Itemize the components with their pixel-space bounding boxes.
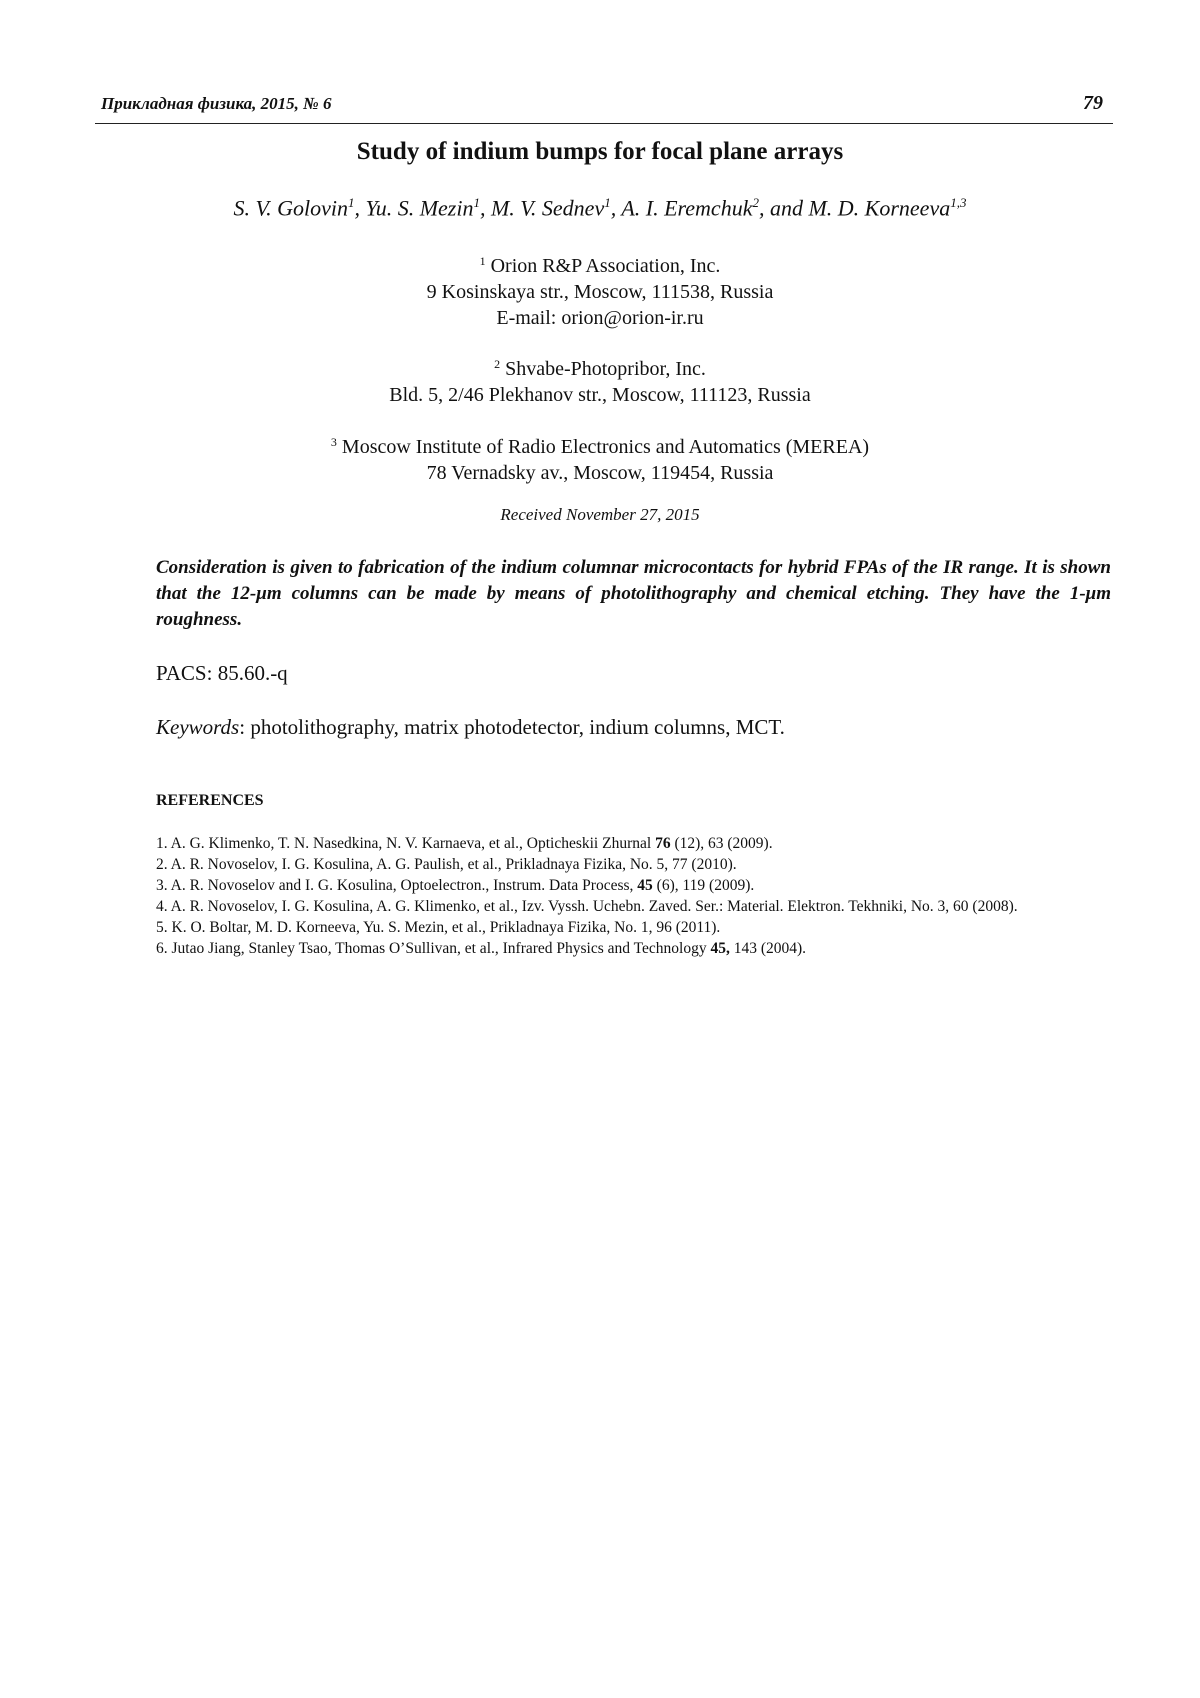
affiliation-address: Bld. 5, 2/46 Plekhanov str., Moscow, 111123, Russia [389, 384, 811, 406]
author-affiliation-mark: 1 [348, 195, 355, 210]
references-list [156, 833, 1111, 959]
affiliation-name: $^3$ Moscow Institute of Radio Electronics and Automatics (MEREA) [330, 435, 870, 458]
abstract: Consideration is given to fabrication of the indium columnar microcontacts for hybrid FPAs of the IR range. It is shown that the 12-μm columns can be made by means of photolithography and chemical etching. They have the 1-μm roughness. [156, 557, 1111, 630]
affiliation-name: $^2$ Shvabe-Photopribor, Inc. [494, 357, 706, 380]
affiliation-number: 3 [330, 435, 337, 449]
affiliation-address: 78 Vernadsky av., Moscow, 119454, Russia [426, 462, 774, 484]
reference-item: 3. A. R. Novoselov and I. G. Kosulina, Optoelectron., Instrum. Data Process, 45 (6), 119 (2009). [156, 877, 755, 894]
pacs-code: PACS: 85.60.-q [156, 661, 288, 685]
affiliation-3 [0, 429, 1200, 486]
reference-item: 2. A. R. Novoselov, I. G. Kosulina, A. G. Paulish, et al., Prikladnaya Fizika, No. 5, 77 (2010). [156, 856, 737, 873]
author-affiliation-mark: 1 [473, 195, 480, 210]
affiliation-name: $^1$ Orion R&P Association, Inc. [479, 254, 721, 277]
running-head [95, 94, 1113, 124]
references-heading: REFERENCES [156, 792, 264, 809]
author: Yu. S. Mezin [365, 195, 474, 221]
affiliation-number: 2 [494, 357, 501, 371]
keywords [156, 715, 785, 740]
author-affiliation-mark: 1,3 [950, 195, 967, 210]
reference-item: 6. Jutao Jiang, Stanley Tsao, Thomas O’Sullivan, et al., Infrared Physics and Technology 45, 143 (2004). [156, 940, 807, 957]
keywords-text: : photolithography, matrix photodetector, indium columns, MCT. [239, 715, 785, 739]
author: M. V. Sednev [490, 195, 605, 221]
author-separator: , [354, 195, 366, 221]
author-separator: , [479, 195, 491, 221]
reference-item: 1. A. G. Klimenko, T. N. Nasedkina, N. V. Karnaeva, et al., Opticheskii Zhurnal 76 (12), 63 (2009). [156, 835, 773, 852]
journal-name: Прикладная физика, 2015, № 6 [101, 94, 332, 113]
affiliation-1 [0, 248, 1200, 331]
author-separator: , and [758, 195, 809, 221]
keywords-label: Keywords [156, 715, 240, 739]
author-separator: , [610, 195, 622, 221]
author: S. V. Golovin [233, 195, 348, 221]
paper-title: Study of indium bumps for focal plane arrays [356, 138, 844, 165]
received-date: Received November 27, 2015 [500, 505, 700, 524]
affiliation-address: 9 Kosinskaya str., Moscow, 111538, Russia [426, 281, 774, 303]
author-affiliation-mark: 1 [604, 195, 611, 210]
page-number: 79 [1083, 92, 1103, 114]
reference-item: 5. K. O. Boltar, M. D. Korneeva, Yu. S. Mezin, et al., Prikladnaya Fizika, No. 1, 96 (2011). [156, 919, 721, 936]
author-list [0, 195, 1200, 221]
author: A. I. Eremchuk [621, 195, 753, 221]
reference-item: 4. A. R. Novoselov, I. G. Kosulina, A. G. Klimenko, et al., Izv. Vyssh. Uchebn. Zaved. Ser.: Material. Elektron. Tekhniki, No. 3, 60 (2008). [156, 898, 1018, 915]
affiliation-email: E-mail: orion@orion-ir.ru [496, 307, 704, 329]
author: M. D. Korneeva [808, 195, 951, 221]
affiliation-number: 1 [479, 254, 486, 268]
author-affiliation-mark: 2 [752, 195, 759, 210]
affiliation-2 [0, 351, 1200, 408]
